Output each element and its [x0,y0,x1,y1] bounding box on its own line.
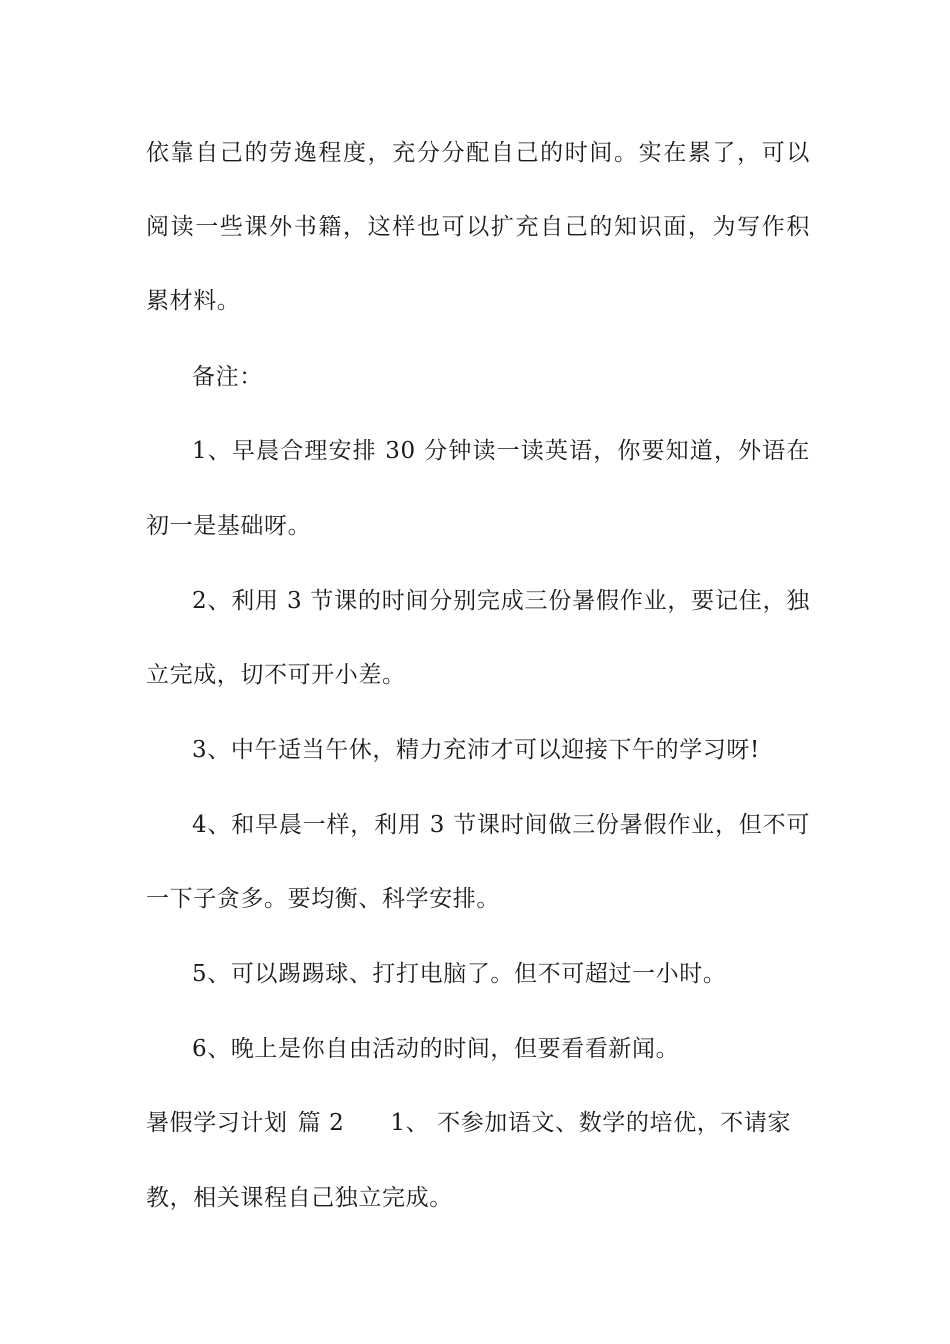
section-first-item: 1、 不参加语文、数学的培优，不请家 [390,1110,792,1136]
note-item-1: 1、早晨合理安排 30 分钟读一读英语，你要知道，外语在 [192,438,810,464]
note-item-2: 2、利用 3 节课的时间分别完成三份暑假作业，要记住，独 [192,588,810,614]
note-item-4: 4、和早晨一样，利用 3 节课时间做三份暑假作业，但不可 [192,812,810,838]
note-item-5: 5、可以踢踢球、打打电脑了。但不可超过一小时。 [192,961,727,987]
note-item-3: 3、中午适当午休，精力充沛才可以迎接下午的学习呀! [192,737,760,763]
section-part: 篇 2 [297,1110,345,1136]
section-heading-line [146,1108,810,1138]
note-heading: 备注： [192,364,263,390]
note-item-1-continued: 初一是基础呀。 [146,513,312,539]
section-first-item-continued: 教，相关课程自己独立完成。 [146,1185,453,1211]
paragraph-line: 阅读一些课外书籍，这样也可以扩充自己的知识面，为写作积 [146,214,810,240]
paragraph-line: 累材料。 [146,288,241,314]
note-item-6: 6、晚上是你自由活动的时间，但要看看新闻。 [192,1036,680,1062]
note-item-2-continued: 立完成，切不可开小差。 [146,662,406,688]
note-item-4-continued: 一下子贪多。要均衡、科学安排。 [146,886,500,912]
paragraph-line: 依靠自己的劳逸程度，充分分配自己的时间。实在累了，可以 [146,140,810,166]
section-title: 暑假学习计划 [146,1110,288,1136]
